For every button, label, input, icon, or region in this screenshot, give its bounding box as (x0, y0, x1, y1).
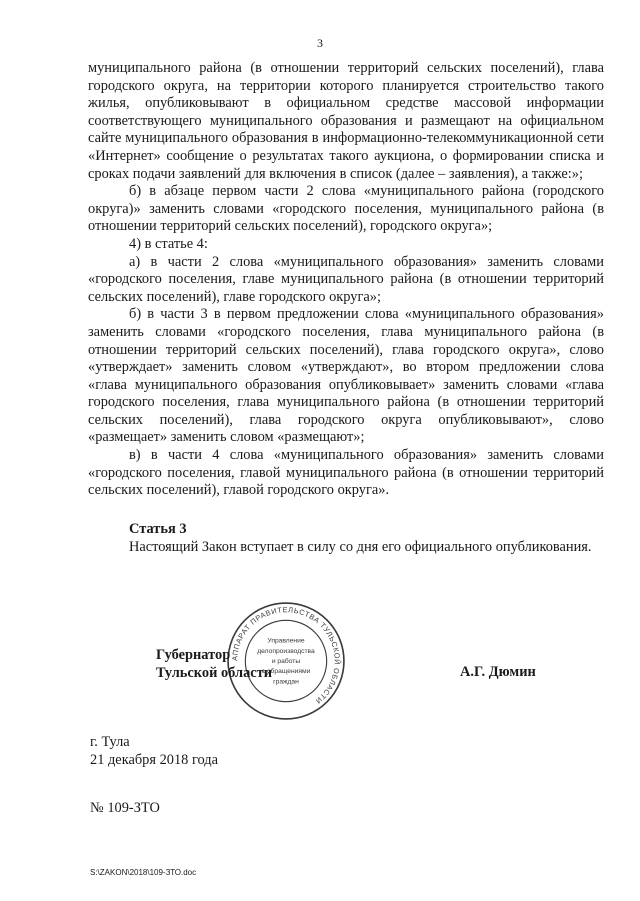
document-body (88, 60, 604, 500)
place: г. Тула (90, 734, 130, 750)
signatory-title-line: Губернатор (156, 647, 231, 663)
signatory-title-line: Тульской области (156, 665, 273, 681)
paragraph-item-a: а) в части 2 слова «муниципального образования» заменить словами «городского поселения, главе муниципального района (в отношении территорий сельских поселений), главе городского округа»; (88, 253, 604, 305)
date: 21 декабря 2018 года (90, 751, 219, 768)
file-path: S:\ZAKON\2018\109-ЗТО.doc (90, 868, 197, 877)
stamp-inner-line: Управление (267, 637, 305, 645)
law-number: № 109-ЗТО (90, 800, 160, 816)
place-and-date (90, 734, 218, 769)
paragraph-item-v: в) в части 4 слова «муниципального образования» заменить словами «городского поселения, главой муниципального района (в отношении территорий сельских поселений), главой городского округа». (88, 447, 604, 499)
paragraph-item-b-part3: б) в части 3 в первом предложении слова «муниципального образования» заменить словами «городского поселения, глава муниципального района (в отношении территорий сельских поселений), глава городского округа», слово «утверждает» заменить словом «утверждают», во втором предложении слова «глава муниципального образования опубликовывает» заменить словами «глава городского поселения, глава муниципального района (в отношении территорий сельских поселений), глава городского округа опубликовывают», слово «размещает» заменить словом «размещают»; (88, 306, 604, 446)
signatory-name: А.Г. Дюмин (460, 664, 536, 680)
paragraph-item-4: 4) в статье 4: (129, 235, 208, 252)
article-text: Настоящий Закон вступает в силу со дня его официального опубликования. (129, 538, 592, 555)
signatory-title (156, 646, 272, 682)
article-3 (88, 521, 604, 556)
page-number: 3 (317, 36, 323, 50)
paragraph-continuation: муниципального района (в отношении территорий сельских поселений), глава городского округа, на территории которого планируется строительство такого жилья, опубликовывают в официальном средстве массовой информации соответствующего муниципального образования и размещают на официальном сайте муниципального образования в информационно-телекоммуникационной сети «Интернет» сообщение о результатах такого аукциона, о формировании списка и сроках подачи заявлений для включения в список (далее – заявления), а также:»; (88, 60, 604, 182)
stamp-outer-text: АППАРАТ ПРАВИТЕЛЬСТВА ТУЛЬСКОЙ ОБЛАСТИ (230, 605, 342, 706)
stamp-inner-line: граждан (273, 678, 299, 686)
stamp-inner-line: с обращениями (261, 668, 311, 676)
stamp-inner-line: делопроизводства (257, 647, 315, 655)
paragraph-item-b-part2: б) в абзаце первом части 2 слова «муниципального района (городского округа)» заменить словами «городского поселения, муниципального района (в отношении территорий сельских поселений), городского округа»; (88, 183, 604, 235)
stamp-inner-line: и работы (271, 658, 301, 666)
article-title: Статья 3 (129, 521, 187, 537)
